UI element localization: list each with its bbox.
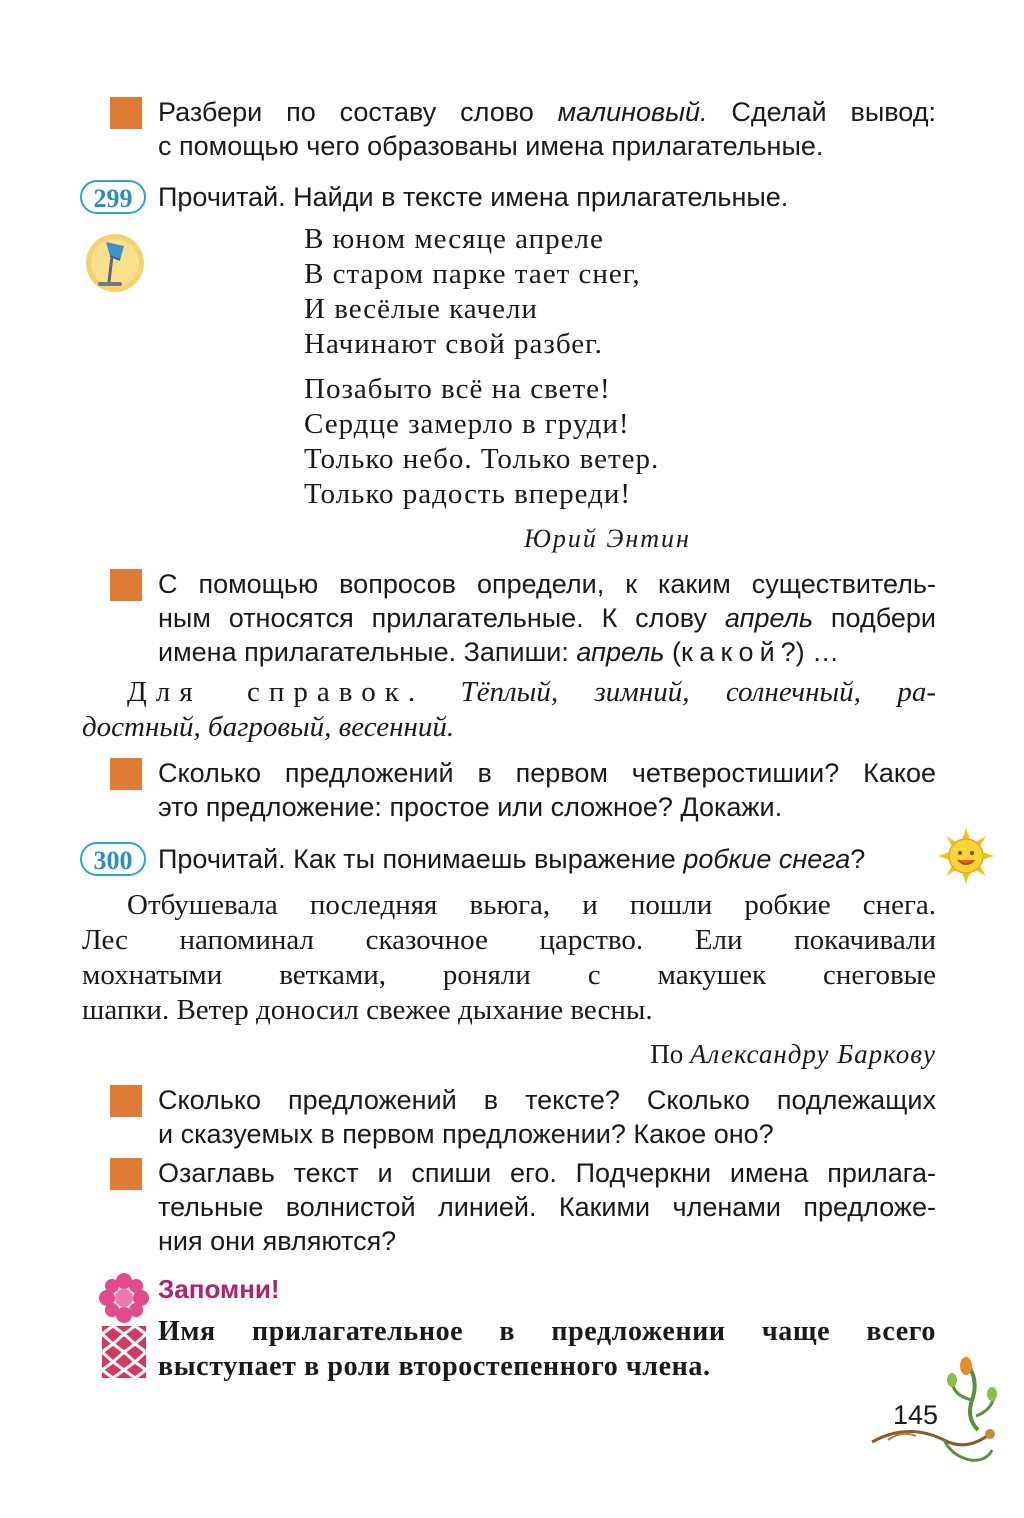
task-bullet: [110, 1085, 142, 1117]
task-299-1-line2: ным относятся прилагательные. К слову апрель подбери: [158, 603, 937, 633]
floral-corner-ornament: [868, 1356, 998, 1474]
poem-stanza-1: [304, 222, 641, 362]
task-299-2-line2: это предложение: простое или сложное? Докажи.: [158, 792, 783, 822]
poem-stanza-2: [304, 372, 659, 512]
task-bullet: [110, 569, 142, 601]
exercise-300-prompt: Прочитай. Как ты понимаешь выражение робкие снега?: [158, 844, 866, 874]
poem-line: Только радость впереди!: [304, 478, 632, 510]
task-300-1-line1: Сколько предложений в тексте? Сколько подлежащих: [158, 1085, 936, 1115]
poem-line: Начинают свой разбег.: [304, 328, 603, 360]
task-300-1-line2: и сказуемых в первом предложении? Какое оно?: [158, 1119, 774, 1149]
desk-lamp-icon: [84, 232, 146, 294]
reference-line1: Для справок. Тёплый, зимний, солнечный, ра-: [127, 676, 936, 708]
task-intro-line1: Разбери по составу слово малиновый. Сделай вывод:: [158, 97, 936, 127]
task-299-1-line3: имена прилагательные. Запиши: апрель (какой?) …: [158, 637, 840, 667]
lattice-ornament-icon: [102, 1326, 146, 1378]
poem-line: Сердце замерло в груди!: [304, 408, 630, 440]
exercise-number-badge: 299: [80, 180, 146, 214]
task-bullet: [110, 1158, 142, 1190]
task-299-2-line1: Сколько предложений в первом четверостишии? Какое: [158, 758, 936, 788]
poem-line: В юном месяце апреле: [304, 223, 604, 255]
flower-icon: [98, 1272, 150, 1324]
task-299-1-line1: С помощью вопросов определи, к каким существитель-: [158, 569, 936, 599]
exercise-number-badge: 300: [80, 842, 146, 876]
text-line: шапки. Ветер доносил свежее дыхание весны.: [82, 994, 653, 1026]
text-line: мохнатыми ветками, роняли с макушек снеговые: [82, 959, 936, 991]
task-300-2-line1: Озаглавь текст и спиши его. Подчеркни имена прилага-: [158, 1158, 936, 1188]
page-number: 145: [893, 1400, 939, 1430]
poem-line: Только небо. Только ветер.: [304, 443, 660, 475]
remember-title: Запомни!: [158, 1274, 280, 1304]
task-300-2-line2: тельные волнистой линией. Какими членами предложе-: [158, 1192, 936, 1222]
reference-line2: достный, багровый, весенний.: [82, 711, 455, 743]
poem-author: Юрий Энтин: [524, 524, 691, 553]
poem-line: В старом парке тает снег,: [304, 258, 641, 290]
sun-icon: [938, 828, 994, 884]
text-source: По Александру Баркову: [650, 1039, 936, 1069]
task-bullet: [110, 97, 142, 129]
task-bullet: [110, 758, 142, 790]
poem-line: И весёлые качели: [304, 293, 538, 325]
exercise-299-prompt: Прочитай. Найди в тексте имена прилагательные.: [158, 182, 789, 212]
text-line: Отбушевала последняя вьюга, и пошли робкие снега.: [127, 889, 936, 921]
task-300-2-line3: ния они являются?: [158, 1226, 397, 1256]
text-line: Лес напоминал сказочное царство. Ели покачивали: [82, 924, 936, 956]
poem-line: Позабыто всё на свете!: [304, 373, 611, 405]
rule-line1: Имя прилагательное в предложении чаще всего: [158, 1316, 936, 1347]
reference-label: Для справок.: [127, 676, 425, 708]
rule-line2: выступает в роли второстепенного члена.: [158, 1351, 711, 1382]
task-intro-line2: с помощью чего образованы имена прилагательные.: [158, 131, 824, 161]
